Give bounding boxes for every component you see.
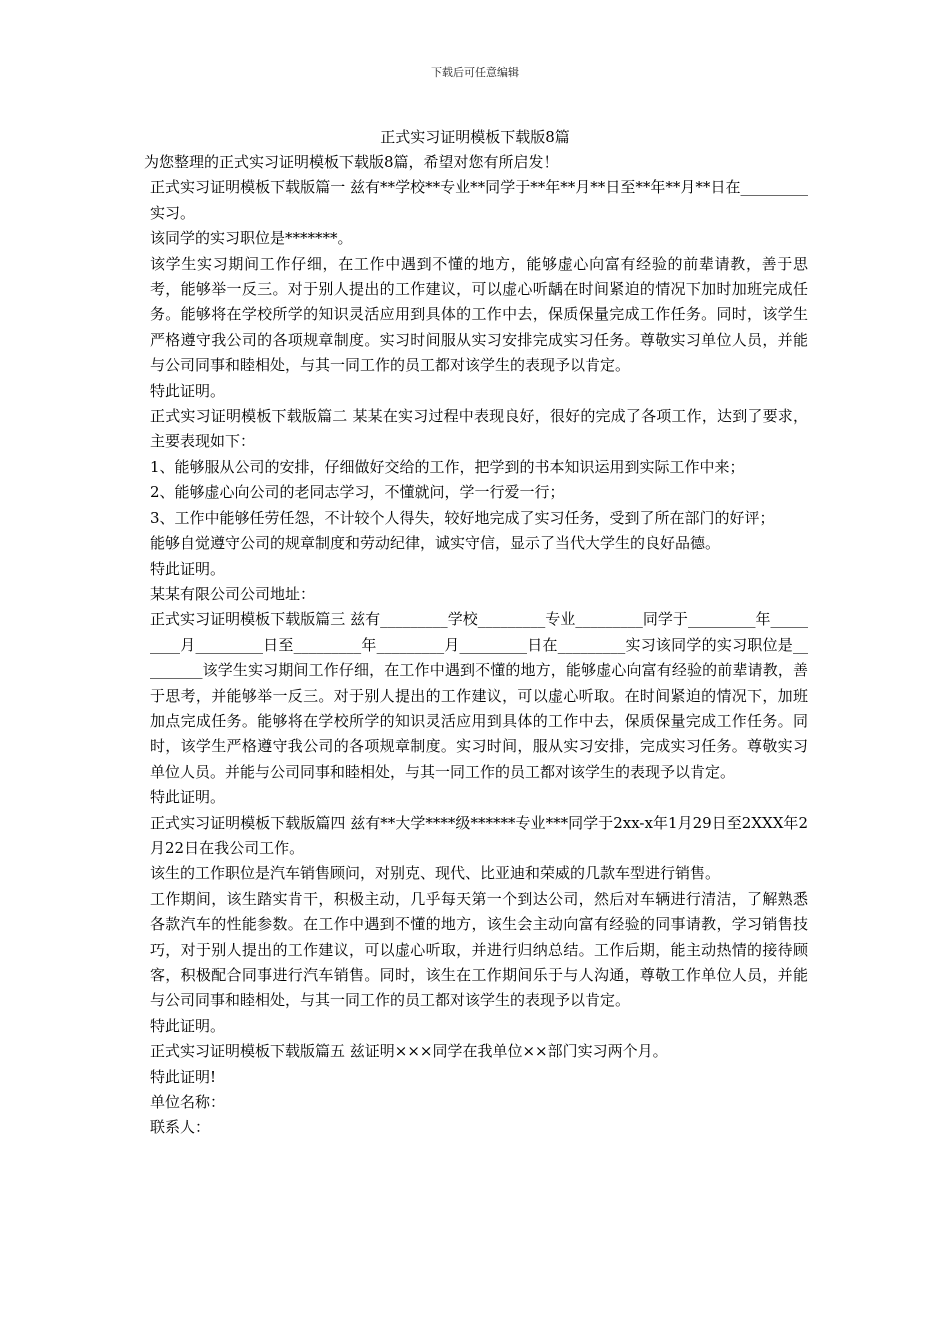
paragraph-13: 特此证明。 xyxy=(150,788,226,807)
intro-paragraph: 为您整理的正式实习证明模板下载版8篇，希望对您有所启发！ xyxy=(144,153,559,171)
paragraph-14: 正式实习证明模板下载版篇四 兹有**大学****级******专业***同学于2xx-x年1月29日至2XXX年2月22日在我公司工作。 xyxy=(150,813,808,857)
paragraph-5: 正式实习证明模板下载版篇二 某某在实习过程中表现良好，很好的完成了各项工作，达到了要求，主要表现如下： xyxy=(150,407,808,451)
paragraph-20: 单位名称： xyxy=(150,1093,226,1112)
paragraph-10: 特此证明。 xyxy=(150,559,226,578)
paragraph-21: 联系人： xyxy=(150,1118,211,1137)
paragraph-6: 1、能够服从公司的安排，仔细做好交给的工作，把学到的书本知识运用到实际工作中来； xyxy=(150,457,745,476)
document-title: 正式实习证明模板下载版8篇 xyxy=(380,128,570,146)
paragraph-19: 特此证明! xyxy=(150,1067,217,1086)
paragraph-1: 正式实习证明模板下载版篇一 兹有**学校**专业**同学于**年**月**日至**年**月**日在_________实习。 xyxy=(150,178,808,222)
paragraph-7: 2、能够虚心向公司的老同志学习，不懂就问，学一行爱一行； xyxy=(150,483,565,502)
paragraph-8: 3、工作中能够任劳任怨，不计较个人得失，较好地完成了实习任务，受到了所在部门的好评； xyxy=(150,508,775,527)
paragraph-15: 该生的工作职位是汽车销售顾问，对别克、现代、比亚迪和荣威的几款车型进行销售。 xyxy=(150,864,721,883)
document-body xyxy=(144,150,808,1141)
paragraph-12: 正式实习证明模板下载版篇三 兹有_________学校_________专业_________同学于_________年_________月_________日至_________年_________月_________日在_________实习该同学的实习职位是_________该学生实习期间工作仔细，在工作中遇到不懂的地方，能够虚心向富有经验的前辈请教，善于思考，并能够举一反三。对于别人提出的工作建议，可以虚心听取。在时间紧迫的情况下，加班加点完成任务。能够将在学校所学的知识灵活应用到具体的工作中去，保质保量完成工作任务。同时，该学生严格遵守我公司的各项规章制度。实习时间，服从实习安排，完成实习任务。尊敬实习单位人员。并能与公司同事和睦相处，与其一同工作的员工都对该学生的表现予以肯定。 xyxy=(150,610,808,781)
paragraph-4: 特此证明。 xyxy=(150,381,226,400)
paragraph-3: 该学生实习期间工作仔细，在工作中遇到不懂的地方，能够虚心向富有经验的前辈请教，善于思考，能够举一反三。对于别人提出的工作建议，可以虚心听龋在时间紧迫的情况下加时加班完成任务。能够将在学校所学的知识灵活应用到具体的工作中去，保质保量完成工作任务。同时，该学生严格遵守我公司的各项规章制度。实习时间服从实习安排完成实习任务。尊敬实习单位人员，并能与公司同事和睦相处，与其一同工作的员工都对该学生的表现予以肯定。 xyxy=(150,254,808,375)
paragraph-17: 特此证明。 xyxy=(150,1016,226,1035)
paragraph-18: 正式实习证明模板下载版篇五 兹证明×××同学在我单位××部门实习两个月。 xyxy=(150,1042,668,1061)
paragraph-16: 工作期间，该生踏实肯干，积极主动，几乎每天第一个到达公司，然后对车辆进行清洁，了解熟悉各款汽车的性能参数。在工作中遇到不懂的地方，该生会主动向富有经验的同事请教，学习销售技巧，对于别人提出的工作建议，可以虚心听取，并进行归纳总结。工作后期，能主动热情的接待顾客，积极配合同事进行汽车销售。同时，该生在工作期间乐于与人沟通，尊敬工作单位人员，并能与公司同事和睦相处，与其一同工作的员工都对该学生的表现予以肯定。 xyxy=(150,889,808,1010)
paragraph-2: 该同学的实习职位是*******。 xyxy=(150,229,353,248)
page-header-note: 下载后可任意编辑 xyxy=(431,66,519,79)
paragraph-9: 能够自觉遵守公司的规章制度和劳动纪律，诚实守信，显示了当代大学生的良好品德。 xyxy=(150,534,721,553)
paragraph-11: 某某有限公司公司地址： xyxy=(150,584,316,603)
